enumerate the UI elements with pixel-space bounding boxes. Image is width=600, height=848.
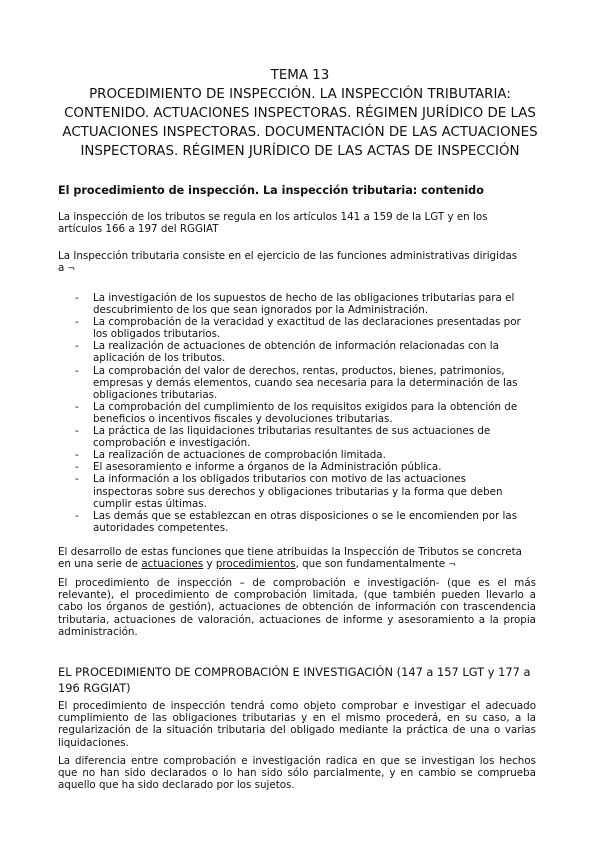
- list-dash: -: [75, 449, 79, 462]
- title-line: PROCEDIMIENTO DE INSPECCIÓN. LA INSPECCIÓN TRIBUTARIA:: [89, 87, 511, 102]
- list-item: - La comprobación del valor de derechos, rentas, productos, bienes, patrimonios, empresas y demás elementos, cuando sea necesaria para la determinación de las obligaciones tributarias.: [75, 364, 518, 401]
- list-item: - La investigación de los supuestos de hecho de las obligaciones tributarias para el descubrimiento de los que sean ignorados por la Administración.: [75, 292, 515, 317]
- text-line: La Inspección tributaria consiste en el ejercicio de las funciones administrativas dirigidas: [58, 250, 518, 262]
- list-dash: -: [75, 316, 79, 329]
- list-dash: -: [75, 425, 79, 438]
- section-heading-procedure: EL PROCEDIMIENTO DE COMPROBACIÓN E INVESTIGACIÓN (147 a 157 LGT y 177 a 196 RGGIAT): [58, 665, 531, 695]
- list-dash: -: [75, 340, 79, 353]
- paragraph-development: El desarrollo de estas funciones que tiene atribuidas la Inspección de Tributos se concreta en una serie de actuaciones y procedimientos, que son fundamentalmente ¬: [58, 546, 536, 571]
- underlined-term: procedimientos: [215, 558, 296, 571]
- text-line: La inspección de los tributos se regula en los artículos 141 a 159 de la LGT y en los: [58, 211, 488, 223]
- list-item: - La comprobación de la veracidad y exactitud de las declaraciones presentadas por los obligados tributarios.: [75, 316, 521, 341]
- list-item: - La práctica de las liquidaciones tributarias resultantes de sus actuaciones de comprobación e investigación.: [75, 425, 491, 450]
- list-item: - El asesoramiento e informe a órganos de la Administración pública.: [75, 461, 442, 474]
- paragraph-objective: El procedimiento de inspección tendrá como objeto comprobar e investigar el adecuado cumplimiento de las obligaciones tributarias y en el mismo procederá, en su caso, a la regularización de la situación tributaria del obligado mediante la práctica de una o varias liquidaciones.: [58, 700, 536, 749]
- list-item: - Las demás que se establezcan en otras disposiciones o se le encomienden por las autoridades competentes.: [75, 509, 518, 534]
- list-item: - La comprobación del cumplimiento de los requisitos exigidos para la obtención de beneficios o incentivos fiscales y devoluciones tributarias.: [75, 400, 518, 425]
- functions-list: [58, 292, 548, 534]
- section-heading: El procedimiento de inspección. La inspección tributaria: contenido: [58, 184, 484, 197]
- underlined-term: actuaciones: [141, 558, 204, 571]
- list-item: - La realización de actuaciones de comprobación limitada.: [75, 449, 386, 462]
- document-title: [50, 66, 550, 161]
- paragraph-regulation: [58, 211, 536, 235]
- paragraph-difference: La diferencia entre comprobación e investigación radica en que se investigan los hechos que no han sido declarados o lo han sido sólo parcialmente, y en cambio se comprueba aquello que ha sido declarado por los sujetos.: [58, 755, 536, 792]
- paragraph-procedures: El procedimiento de inspección – de comprobación e investigación- (que es el más relevante), el procedimiento de comprobación limitada, (que también pueden llevarlo a cabo los órganos de gestión), actuaciones de obtención de información con trascendencia tributaria, actuaciones de valoración, actuaciones de informe y asesoramiento a la propia administración.: [58, 577, 536, 638]
- return-arrow-icon: ¬: [448, 560, 456, 571]
- list-dash: -: [75, 509, 79, 522]
- list-dash: -: [75, 400, 79, 413]
- paragraph-definition: [58, 250, 536, 275]
- text-line: artículos 166 a 197 del RGGIAT: [58, 223, 219, 236]
- list-dash: -: [75, 473, 79, 486]
- title-line: INSPECTORAS. RÉGIMEN JURÍDICO DE LAS ACTAS DE INSPECCIÓN: [80, 144, 520, 159]
- list-dash: -: [75, 364, 79, 377]
- return-arrow-icon: ¬: [67, 264, 76, 275]
- list-dash: -: [75, 292, 79, 304]
- title-line: CONTENIDO. ACTUACIONES INSPECTORAS. RÉGIMEN JURÍDICO DE LAS: [64, 106, 536, 121]
- text-line: El desarrollo de estas funciones que tiene atribuidas la Inspección de Tributos se concreta: [58, 546, 522, 558]
- text-line: a: [58, 262, 65, 275]
- title-line: ACTUACIONES INSPECTORAS. DOCUMENTACIÓN DE LAS ACTUACIONES: [62, 125, 538, 140]
- list-item: - La realización de actuaciones de obtención de información relacionadas con la aplicación de los tributos.: [75, 340, 499, 365]
- list-dash: -: [75, 461, 79, 474]
- list-item: - La información a los obligados tributarios con motivo de las actuaciones inspectoras sobre sus derechos y obligaciones tributarias y la forma que deben cumplir estas últimas.: [75, 473, 503, 510]
- tema-number: TEMA 13: [270, 68, 330, 83]
